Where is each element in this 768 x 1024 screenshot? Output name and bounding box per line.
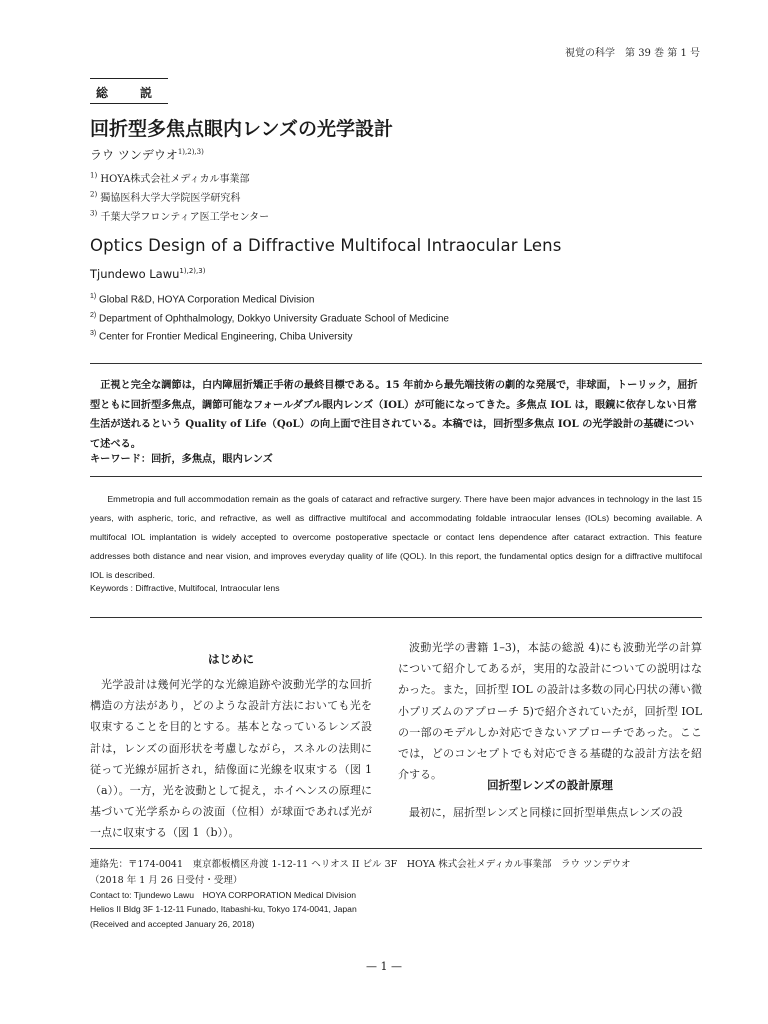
affiliation-en-2: $^{2)}$ Department of Ophthalmology, Dokkyo University Graduate School of Medicine — [90, 312, 449, 325]
abstract-english: Emmetropia and full accommodation remain as the goals of cataract and refractive surgery. There have been major advances in technology in the last 15 years, with aspheric, toric, and refractive, as well as diffractive multifocal and accommodating foldable intraocular lenses (IOLs) becoming available. A multifocal IOL implantation is widely accepted to overcome postoperative spectacle or contact lens dependence after cataract extraction. This feature addresses both distance and near vision, and improves everyday quality of life (QOL). In this report, the fundamental optics design for a diffractive multifocal IOL is described. — [90, 494, 702, 580]
section-rule-top — [90, 78, 168, 79]
abstract-japanese: 正視と完全な調節は，白内障屈折矯正手術の最終目標である。15 年前から最先端技術の劇的な発展で，非球面，トーリック，屈折型ともに回折型多焦点，調節可能なフォールダブル眼内レンズ（IOL）が可能になってきた。多焦点 IOL は，眼鏡に依存しない日常生活が送れるという Quality of Life（QoL）の向上面で注目されている。本稿では，回折型多焦点 IOL の光学設計の基礎について述べる。 — [90, 379, 698, 450]
author-english — [90, 267, 205, 281]
affiliation-ja-2: $^{2)}$ 獨協医科大学大学院医学研究科 — [90, 190, 241, 204]
abstract-ja-bottom-rule — [90, 476, 702, 477]
keywords-japanese: キーワード：回折，多焦点，眼内レンズ — [90, 453, 273, 465]
correspondence-rule — [90, 848, 702, 849]
author-japanese — [90, 146, 204, 163]
affiliation-en-3: $^{3)}$ Center for Frontier Medical Engineering, Chiba University — [90, 330, 353, 343]
page-number: — 1 — — [366, 960, 402, 973]
title-japanese: 回折型多焦点眼内レンズの光学設計 — [90, 118, 393, 140]
abstract-en-bottom-rule — [90, 617, 702, 618]
heading-introduction: はじめに — [208, 652, 254, 666]
affiliation-ja-3: $^{3)}$ 千葉大学フロンティア医工学センター — [90, 209, 270, 223]
body-text-right-2: 最初に，屈折型レンズと同様に回折型単焦点レンズの設 — [409, 806, 683, 819]
affiliation-en-1: $^{1)}$ Global R&D, HOYA Corporation Medical Division — [90, 293, 315, 306]
heading-design-principle: 回折型レンズの設計原理 — [487, 778, 613, 792]
body-text-left: 光学設計は幾何光学的な光線追跡や波動光学的な回折構造の方法があり，どのような設計方法においても光を収束することを目的とする。基本となっているレンズ設計は，レンズの面形状を考慮しながら，スネルの法則に従って光線が屈折され，結像面に光線を収束する（図 1（a））。一方，光を波動として捉え，ホイヘンスの原理に基づいて光学系からの波面（位相）が球面であれば光が一点に収束する（図 1（b））。 — [90, 678, 372, 840]
contact-english-2: Helios II Bldg 3F 1-12-11 Funado, Itabashi-ku, Tokyo 174-0041, Japan — [90, 904, 357, 914]
received-english: (Received and accepted January 26, 2018) — [90, 919, 255, 929]
running-head: 視覚の科学 第 39 巻 第 1 号 — [565, 48, 700, 59]
affiliation-ja-1: $^{1)}$ HOYA株式会社メディカル事業部 — [90, 171, 250, 185]
author-ja-affil-sup: 1),2),3) — [177, 148, 204, 156]
title-english: Optics Design of a Diffractive Multifocal Intraocular Lens — [90, 236, 562, 255]
correspondence-japanese: 連絡先：〒174-0041 東京都板橋区舟渡 1-12-11 ヘリオス II ビル 3F HOYA 株式会社メディカル事業部 ラウ ツンデウオ — [90, 859, 631, 870]
abstract-ja-top-rule — [90, 363, 702, 364]
contact-english-1: Contact to: Tjundewo Lawu HOYA CORPORATION Medical Division — [90, 890, 357, 900]
section-rule-bottom — [90, 103, 168, 104]
received-japanese: （2018 年 1 月 26 日受付・受理） — [90, 875, 243, 886]
keywords-english: Keywords : Diffractive, Multifocal, Intraocular lens — [90, 583, 280, 593]
section-label: 総 説 — [95, 86, 162, 100]
author-en-affil-sup: 1),2),3) — [179, 267, 206, 276]
author-name-ja: ラウ ツンデウオ — [90, 148, 178, 162]
author-name-en: Tjundewo Lawu — [90, 267, 180, 281]
body-text-right-1: 波動光学の書籍 1–3)，本誌の総説 4)にも波動光学の計算について紹介してあるが，実用的な設計についての説明はなかった。また，回折型 IOL の設計は多数の同心円状の薄い微小プリズムのアプローチ 5)で紹介されていたが，回折型 IOL の一部のモデルしか対応できないアプローチであった。ここでは，どのコンセプトでも対応できる基礎的な設計方法を紹介する。 — [398, 641, 702, 782]
